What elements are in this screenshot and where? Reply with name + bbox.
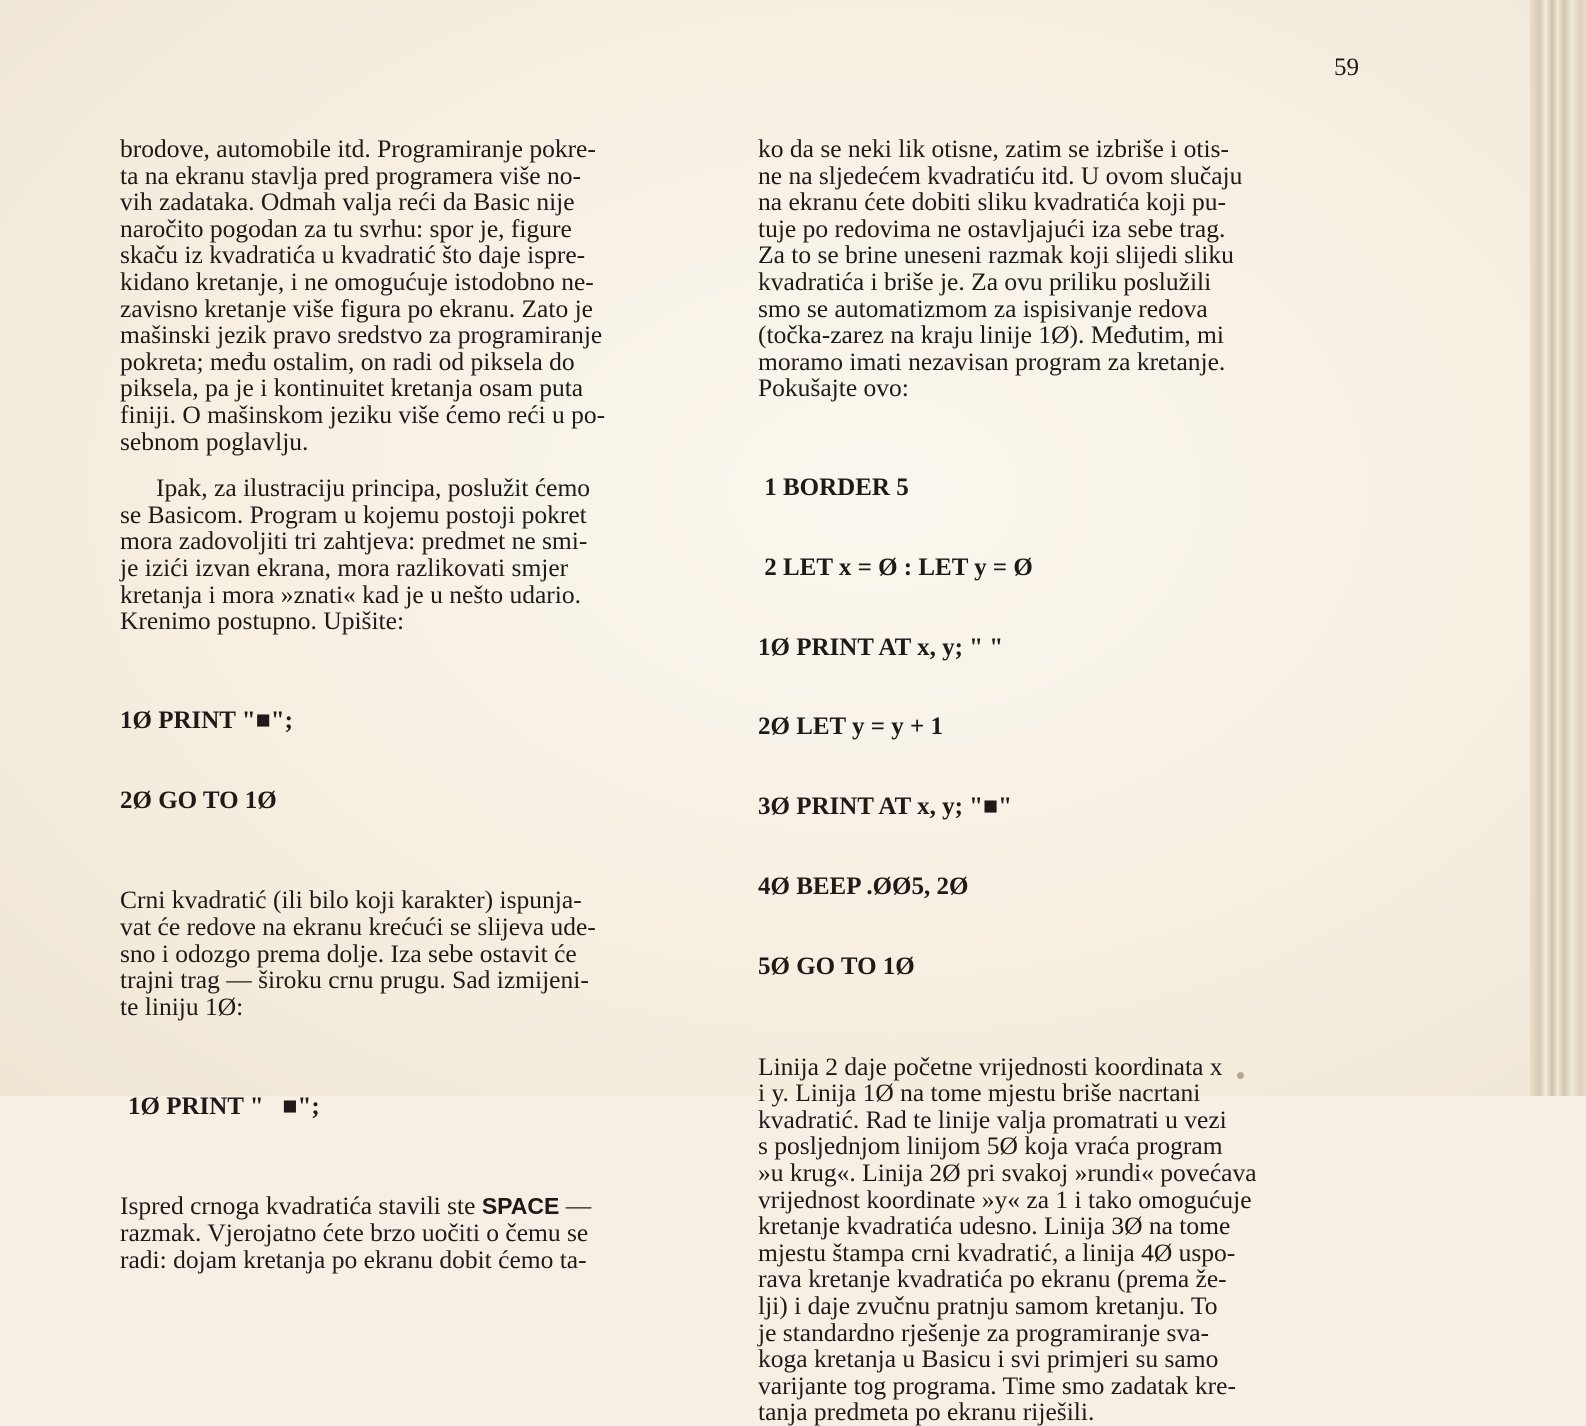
code-line: 2 LET x = Ø : LET y = Ø xyxy=(758,553,1033,581)
text-line: je standardno rješenje za programiranje sva- xyxy=(758,1317,1210,1347)
code-line: 4Ø BEEP .ØØ5, 2Ø xyxy=(758,873,969,901)
text-line: »u krug«. Linija 2Ø pri svakoj »rundi« povećava xyxy=(758,1157,1257,1187)
text-line: Ipak, za ilustraciju principa, poslužit ćemo xyxy=(156,473,591,503)
text-line: razmak. Vjerojatno ćete brzo uočiti o čemu se xyxy=(120,1217,589,1247)
space-keyword: SPACE xyxy=(481,1193,560,1220)
right-paragraph-2 xyxy=(758,1051,1358,1426)
spacer xyxy=(120,1173,720,1193)
text-fragment: Ispred crnoga kvadratića stavili ste xyxy=(120,1191,476,1221)
spacer xyxy=(120,635,720,655)
text-line: vrijednost koordinate »y« za 1 i tako omogućuje xyxy=(758,1184,1252,1214)
text-line: kretanja i mora »znati« kad je u nešto udario. xyxy=(120,579,581,609)
left-paragraph-4 xyxy=(120,1193,720,1273)
code-listing-2 xyxy=(120,1040,720,1173)
left-paragraph-3 xyxy=(120,887,720,1020)
spacer xyxy=(758,402,1358,422)
right-paragraph-1 xyxy=(758,136,1358,402)
text-line: kvadratića i briše je. Za ovu priliku poslužili xyxy=(758,266,1212,296)
text-line: varijante tog programa. Time smo zadatak kre- xyxy=(758,1370,1236,1400)
text-line: trajni trag — široku crnu prugu. Sad izmijeni- xyxy=(120,965,589,995)
text-line: ne na sljedećem kvadratiću itd. U ovom slučaju xyxy=(758,160,1243,190)
code-line: 5Ø GO TO 1Ø xyxy=(758,952,915,980)
code-line: 1Ø PRINT AT x, y; " " xyxy=(758,633,1004,661)
text-fragment: — xyxy=(565,1191,592,1221)
text-line: naročito pogodan za tu svrhu: spor je, figure xyxy=(120,213,572,243)
text-line: brodove, automobile itd. Programiranje pokre- xyxy=(120,134,596,163)
text-line: tanja predmeta po ekranu riješili. xyxy=(758,1397,1095,1426)
text-line: Za to se brine uneseni razmak koji slijedi sliku xyxy=(758,240,1234,270)
text-line: kretanje kvadratića udesno. Linija 3Ø na tome xyxy=(758,1211,1231,1241)
code-listing-1 xyxy=(120,655,720,868)
text-line: zavisno kretanje više figura po ekranu. Zato je xyxy=(120,293,593,323)
left-paragraph-1 xyxy=(120,136,720,455)
spacer xyxy=(120,455,720,475)
code-line: 3Ø PRINT AT x, y; "■" xyxy=(758,793,1013,821)
text-line: Krenimo postupno. Upišite: xyxy=(120,606,405,636)
text-line: mora zadovoljiti tri zahtjeva: predmet ne smi- xyxy=(120,526,588,556)
text-line: te liniju 1Ø: xyxy=(120,991,244,1021)
text-line: je izići izvan ekrana, mora razlikovati smjer xyxy=(120,552,569,582)
text-line: s posljednjom linijom 5Ø koja vraća program xyxy=(758,1131,1223,1161)
text-line: skaču iz kvadratića u kvadratić što daje ispre- xyxy=(120,240,586,270)
code-line: 1Ø PRINT " ■"; xyxy=(128,1092,320,1120)
text-line: sno i odozgo prema dolje. Iza sebe ostavit će xyxy=(120,938,577,968)
text-line: mjestu štampa crni kvadratić, a linija 4Ø uspo- xyxy=(758,1237,1236,1267)
text-line: se Basicom. Program u kojemu postoji pokret xyxy=(120,499,587,529)
text-line: lji) i daje zvučnu pratnju samom kretanju. To xyxy=(758,1290,1218,1320)
text-line: kvadratić. Rad te linije valja promatrati u vezi xyxy=(758,1104,1227,1134)
text-line: moramo imati nezavisan program za kretanje. xyxy=(758,346,1226,376)
text-line: Linija 2 daje početne vrijednosti koordinata x xyxy=(758,1051,1223,1081)
code-line: 1Ø PRINT "■"; xyxy=(120,706,293,734)
text-line: vat će redove na ekranu krećući se slijeva ude- xyxy=(120,912,596,942)
paper-speck xyxy=(1237,1072,1244,1079)
spacer xyxy=(758,1034,1358,1054)
text-line: radi: dojam kretanja po ekranu dobit ćemo ta- xyxy=(120,1244,587,1274)
text-line: (točka-zarez na kraju linije 1Ø). Međutim, mi xyxy=(758,320,1224,350)
code-line: 1 BORDER 5 xyxy=(758,474,909,502)
text-line: i y. Linija 1Ø na tome mjestu briše nacrtani xyxy=(758,1078,1201,1108)
text-line: na ekranu ćete dobiti sliku kvadratića koji pu- xyxy=(758,187,1227,217)
left-column xyxy=(120,136,720,1273)
text-line: Crni kvadratić (ili bilo koji karakter) ispunja- xyxy=(120,885,582,915)
spacer xyxy=(120,1020,720,1040)
text-line: Pokušajte ovo: xyxy=(758,373,909,403)
left-paragraph-2 xyxy=(120,475,720,635)
right-column xyxy=(758,136,1358,1426)
text-line: ta na ekranu stavlja pred programera više no- xyxy=(120,160,581,190)
text-line: ko da se neki lik otisne, zatim se izbriše i otis- xyxy=(758,134,1229,163)
text-line xyxy=(120,1193,720,1220)
text-line: pokreta; među ostalim, on radi od piksela do xyxy=(120,346,575,376)
code-line: 2Ø LET y = y + 1 xyxy=(758,713,944,741)
spacer xyxy=(120,867,720,887)
text-line: sebnom poglavlju. xyxy=(120,426,309,456)
text-line: tuje po redovima ne ostavljajući iza sebe trag. xyxy=(758,213,1226,243)
text-line: koga kretanja u Basicu i svi primjeri su samo xyxy=(758,1344,1219,1374)
code-line: 2Ø GO TO 1Ø xyxy=(120,786,277,814)
book-spine-edge xyxy=(1530,0,1586,1096)
text-line: piksela, pa je i kontinuitet kretanja osam puta xyxy=(120,373,584,403)
text-line: rava kretanje kvadratića po ekranu (prema že- xyxy=(758,1264,1227,1294)
text-line: smo se automatizmom za ispisivanje redova xyxy=(758,293,1208,323)
code-listing-3 xyxy=(758,422,1358,1034)
text-line: vih zadataka. Odmah valja reći da Basic nije xyxy=(120,187,575,217)
text-line: mašinski jezik pravo sredstvo za programiranje xyxy=(120,320,603,350)
text-line: finiji. O mašinskom jeziku više ćemo reći u po- xyxy=(120,399,606,429)
page-number: 59 xyxy=(1334,54,1359,81)
text-line: kidano kretanje, i ne omogućuje istodobno ne- xyxy=(120,266,594,296)
